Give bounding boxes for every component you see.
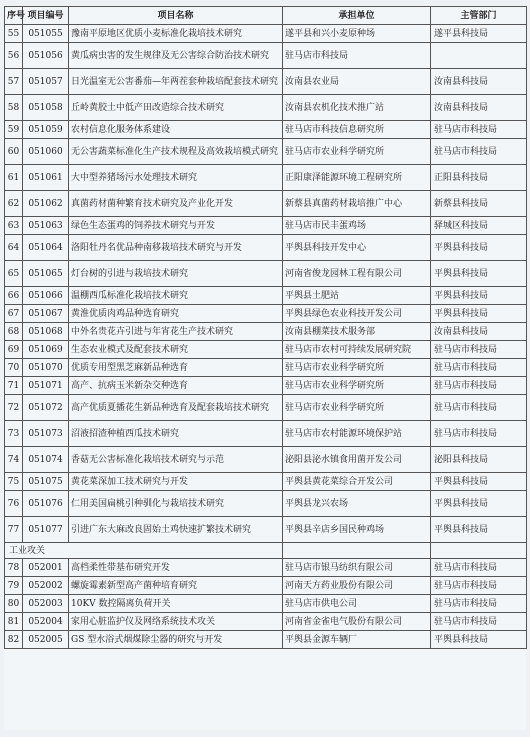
cell-no: 61	[5, 165, 23, 191]
cell-name: 10KV 数控隔离负荷开关	[69, 595, 283, 613]
cell-code: 051056	[23, 43, 69, 69]
cell-org: 汝南县棚菜技术服务部	[283, 323, 431, 341]
cell-code: 051058	[23, 95, 69, 121]
cell-dept: 平舆县科技局	[431, 631, 527, 649]
cell-dept: 驿城区科技局	[431, 217, 527, 235]
cell-org: 驻马店市农业科学研究所	[283, 139, 431, 165]
cell-dept: 驻马店市科技局	[431, 595, 527, 613]
cell-no: 76	[5, 491, 23, 517]
cell-name: 生态农业模式及配套技术研究	[69, 341, 283, 359]
cell-no: 75	[5, 473, 23, 491]
cell-org: 驻马店市供电公司	[283, 595, 431, 613]
header-org: 承担单位	[283, 7, 431, 25]
cell-code: 051055	[23, 25, 69, 43]
cell-org: 泌阳县泌水镇食用菌开发公司	[283, 447, 431, 473]
cell-no: 77	[5, 517, 23, 543]
cell-code: 052004	[23, 613, 69, 631]
table-row	[5, 305, 527, 323]
table-row	[5, 121, 527, 139]
cell-dept: 驻马店市科技局	[431, 421, 527, 447]
cell-org: 驻马店市农业科学研究所	[283, 395, 431, 421]
cell-no: 66	[5, 287, 23, 305]
table-row	[5, 323, 527, 341]
cell-name: 日光温室无公害番茄—年两茬套种栽培配套技术研究	[69, 69, 283, 95]
cell-dept: 平舆县科技局	[431, 473, 527, 491]
cell-name: 真菌药材菌种繁育技术研究及产业化开发	[69, 191, 283, 217]
cell-name: 绿色生态蛋鸡的饲养技术研究与开发	[69, 217, 283, 235]
cell-no: 59	[5, 121, 23, 139]
header-dept: 主管部门	[431, 7, 527, 25]
cell-no: 81	[5, 613, 23, 631]
cell-no: 78	[5, 559, 23, 577]
cell-name: 螺旋霉素新型高产菌种培育研究	[69, 577, 283, 595]
cell-name: 农村信息化服务体系建设	[69, 121, 283, 139]
cell-org: 驻马店市农村能源环境保护站	[283, 421, 431, 447]
section-empty-dept	[431, 543, 527, 559]
table-row	[5, 165, 527, 191]
table-row	[5, 191, 527, 217]
cell-no: 67	[5, 305, 23, 323]
cell-no: 71	[5, 377, 23, 395]
cell-code: 051069	[23, 341, 69, 359]
table-row	[5, 559, 527, 577]
cell-name: 高档柔性带基布研究开发	[69, 559, 283, 577]
table-row	[5, 287, 527, 305]
cell-name: 家用心脏监护仪及网络系统技术攻关	[69, 613, 283, 631]
table-row	[5, 595, 527, 613]
table-row	[5, 447, 527, 473]
cell-code: 051071	[23, 377, 69, 395]
cell-name: 高产优质夏播花生新品种选育及配套栽培技术研究	[69, 395, 283, 421]
cell-code: 051057	[23, 69, 69, 95]
cell-org: 河南省金雀电气股份有限公司	[283, 613, 431, 631]
table-row	[5, 377, 527, 395]
section-row	[5, 543, 527, 559]
table-row	[5, 631, 527, 649]
table-row	[5, 517, 527, 543]
cell-no: 69	[5, 341, 23, 359]
section-empty-org	[283, 543, 431, 559]
cell-code: 052001	[23, 559, 69, 577]
cell-no: 55	[5, 25, 23, 43]
table-row	[5, 421, 527, 447]
cell-dept	[431, 43, 527, 69]
cell-name: 无公害蔬菜标准化生产技术规程及高效栽培模式研究	[69, 139, 283, 165]
cell-no: 72	[5, 395, 23, 421]
cell-dept: 平舆县科技局	[431, 305, 527, 323]
table-row	[5, 95, 527, 121]
cell-dept: 驻马店市科技局	[431, 377, 527, 395]
cell-code: 051072	[23, 395, 69, 421]
cell-name: 黄花菜深加工技术研究与开发	[69, 473, 283, 491]
cell-code: 051076	[23, 491, 69, 517]
table-header-row	[5, 7, 527, 25]
table-row	[5, 577, 527, 595]
table-row	[5, 395, 527, 421]
document-page	[4, 6, 526, 730]
cell-org: 河南省俊龙园林工程有限公司	[283, 261, 431, 287]
cell-no: 82	[5, 631, 23, 649]
cell-code: 051074	[23, 447, 69, 473]
cell-code: 051073	[23, 421, 69, 447]
cell-code: 051065	[23, 261, 69, 287]
cell-org: 正阳康泽能源环境工程研究所	[283, 165, 431, 191]
cell-org: 平舆县辛店乡国民种鸡场	[283, 517, 431, 543]
cell-code: 051060	[23, 139, 69, 165]
cell-code: 051063	[23, 217, 69, 235]
cell-no: 58	[5, 95, 23, 121]
cell-code: 051064	[23, 235, 69, 261]
cell-no: 65	[5, 261, 23, 287]
table-row	[5, 341, 527, 359]
cell-code: 051062	[23, 191, 69, 217]
cell-name: 中外名贵花卉引进与年宵花生产技术研究	[69, 323, 283, 341]
cell-name: GS 型水浴式烟煤除尘器的研究与开发	[69, 631, 283, 649]
table-row	[5, 473, 527, 491]
cell-org: 驻马店市民丰蛋鸡场	[283, 217, 431, 235]
cell-no: 56	[5, 43, 23, 69]
cell-dept: 新蔡县科技局	[431, 191, 527, 217]
cell-dept: 汝南县科技局	[431, 95, 527, 121]
cell-name: 优质专用型黑芝麻新品种选育	[69, 359, 283, 377]
cell-org: 驻马店市农村可持续发展研究院	[283, 341, 431, 359]
cell-no: 74	[5, 447, 23, 473]
cell-no: 70	[5, 359, 23, 377]
cell-org: 平舆县黄花菜综合开发公司	[283, 473, 431, 491]
header-code: 项目编号	[23, 7, 69, 25]
cell-dept: 汝南县科技局	[431, 323, 527, 341]
cell-dept: 驻马店市科技局	[431, 559, 527, 577]
cell-dept: 正阳县科技局	[431, 165, 527, 191]
cell-org: 平舆县绿色农业科技开发公司	[283, 305, 431, 323]
cell-org: 驻马店市科技信息研究所	[283, 121, 431, 139]
cell-code: 051075	[23, 473, 69, 491]
cell-dept: 驻马店市科技局	[431, 121, 527, 139]
cell-no: 80	[5, 595, 23, 613]
cell-dept: 汝南县科技局	[431, 69, 527, 95]
cell-dept: 驻马店市科技局	[431, 395, 527, 421]
cell-no: 64	[5, 235, 23, 261]
header-name: 项目名称	[69, 7, 283, 25]
cell-org: 驻马店市银马纺织有限公司	[283, 559, 431, 577]
table-row	[5, 43, 527, 69]
cell-name: 洛阳牡丹名优品种南移栽培技术研究与开发	[69, 235, 283, 261]
cell-dept: 驻马店市科技局	[431, 139, 527, 165]
cell-name: 丘岭黄胶土中低产田改造综合技术研究	[69, 95, 283, 121]
cell-name: 引进广东大麻改良固始土鸡快速扩繁技术研究	[69, 517, 283, 543]
cell-code: 052005	[23, 631, 69, 649]
header-no: 序号	[5, 7, 23, 25]
cell-org: 汝南县农业局	[283, 69, 431, 95]
cell-no: 60	[5, 139, 23, 165]
table-row	[5, 25, 527, 43]
cell-name: 灯台树的引进与栽培技术研究	[69, 261, 283, 287]
cell-no: 79	[5, 577, 23, 595]
cell-org: 平舆县科技开发中心	[283, 235, 431, 261]
cell-code: 051061	[23, 165, 69, 191]
cell-org: 平舆县龙兴农场	[283, 491, 431, 517]
table-body	[5, 25, 527, 649]
table-row	[5, 139, 527, 165]
cell-code: 052003	[23, 595, 69, 613]
cell-code: 052002	[23, 577, 69, 595]
cell-org: 汝南县农机化技术推广站	[283, 95, 431, 121]
cell-dept: 平舆县科技局	[431, 287, 527, 305]
cell-dept: 驻马店市科技局	[431, 613, 527, 631]
cell-org: 驻马店市农业科学研究所	[283, 377, 431, 395]
table-row	[5, 235, 527, 261]
cell-dept: 平舆县科技局	[431, 261, 527, 287]
cell-code: 051077	[23, 517, 69, 543]
table-row	[5, 217, 527, 235]
table-row	[5, 491, 527, 517]
cell-name: 沼液招渣种植西瓜技术研究	[69, 421, 283, 447]
cell-code: 051068	[23, 323, 69, 341]
cell-org: 驻马店市农业科学研究所	[283, 359, 431, 377]
cell-dept: 驻马店市科技局	[431, 577, 527, 595]
table-row	[5, 613, 527, 631]
cell-code: 051067	[23, 305, 69, 323]
cell-no: 63	[5, 217, 23, 235]
cell-org: 平舆县土肥站	[283, 287, 431, 305]
cell-dept: 平舆县科技局	[431, 491, 527, 517]
project-table	[4, 6, 527, 649]
cell-dept: 平舆县科技局	[431, 235, 527, 261]
cell-org: 河南天方药业股份有限公司	[283, 577, 431, 595]
cell-org: 驻马店市科技局	[283, 43, 431, 69]
cell-name: 黄淮优质肉鸡品种选育研究	[69, 305, 283, 323]
table-row	[5, 69, 527, 95]
cell-code: 051070	[23, 359, 69, 377]
cell-org: 遂平县和兴小麦原种场	[283, 25, 431, 43]
cell-name: 高产、抗病玉米新杂交种选育	[69, 377, 283, 395]
cell-no: 57	[5, 69, 23, 95]
cell-name: 仁用美国扁桃引种驯化与栽培技术研究	[69, 491, 283, 517]
cell-no: 62	[5, 191, 23, 217]
cell-dept: 遂平县科技局	[431, 25, 527, 43]
cell-name: 黄瓜病虫害的发生规律及无公害综合防治技术研究	[69, 43, 283, 69]
cell-org: 新蔡县真菌药材栽培推广中心	[283, 191, 431, 217]
cell-no: 73	[5, 421, 23, 447]
cell-dept: 泌阳县科技局	[431, 447, 527, 473]
cell-name: 温棚西瓜标准化栽培技术研究	[69, 287, 283, 305]
cell-dept: 驻马店市科技局	[431, 341, 527, 359]
cell-name: 大中型养猪场污水处理技术研究	[69, 165, 283, 191]
table-row	[5, 359, 527, 377]
cell-name: 香菇无公害标准化栽培技术研究与示范	[69, 447, 283, 473]
cell-name: 豫南平原地区优质小麦标准化栽培技术研究	[69, 25, 283, 43]
cell-no: 68	[5, 323, 23, 341]
cell-dept: 驻马店市科技局	[431, 359, 527, 377]
section-label: 工业攻关	[5, 543, 283, 559]
cell-code: 051066	[23, 287, 69, 305]
table-row	[5, 261, 527, 287]
cell-dept: 平舆县科技局	[431, 517, 527, 543]
cell-org: 平舆县金源车辆厂	[283, 631, 431, 649]
cell-code: 051059	[23, 121, 69, 139]
